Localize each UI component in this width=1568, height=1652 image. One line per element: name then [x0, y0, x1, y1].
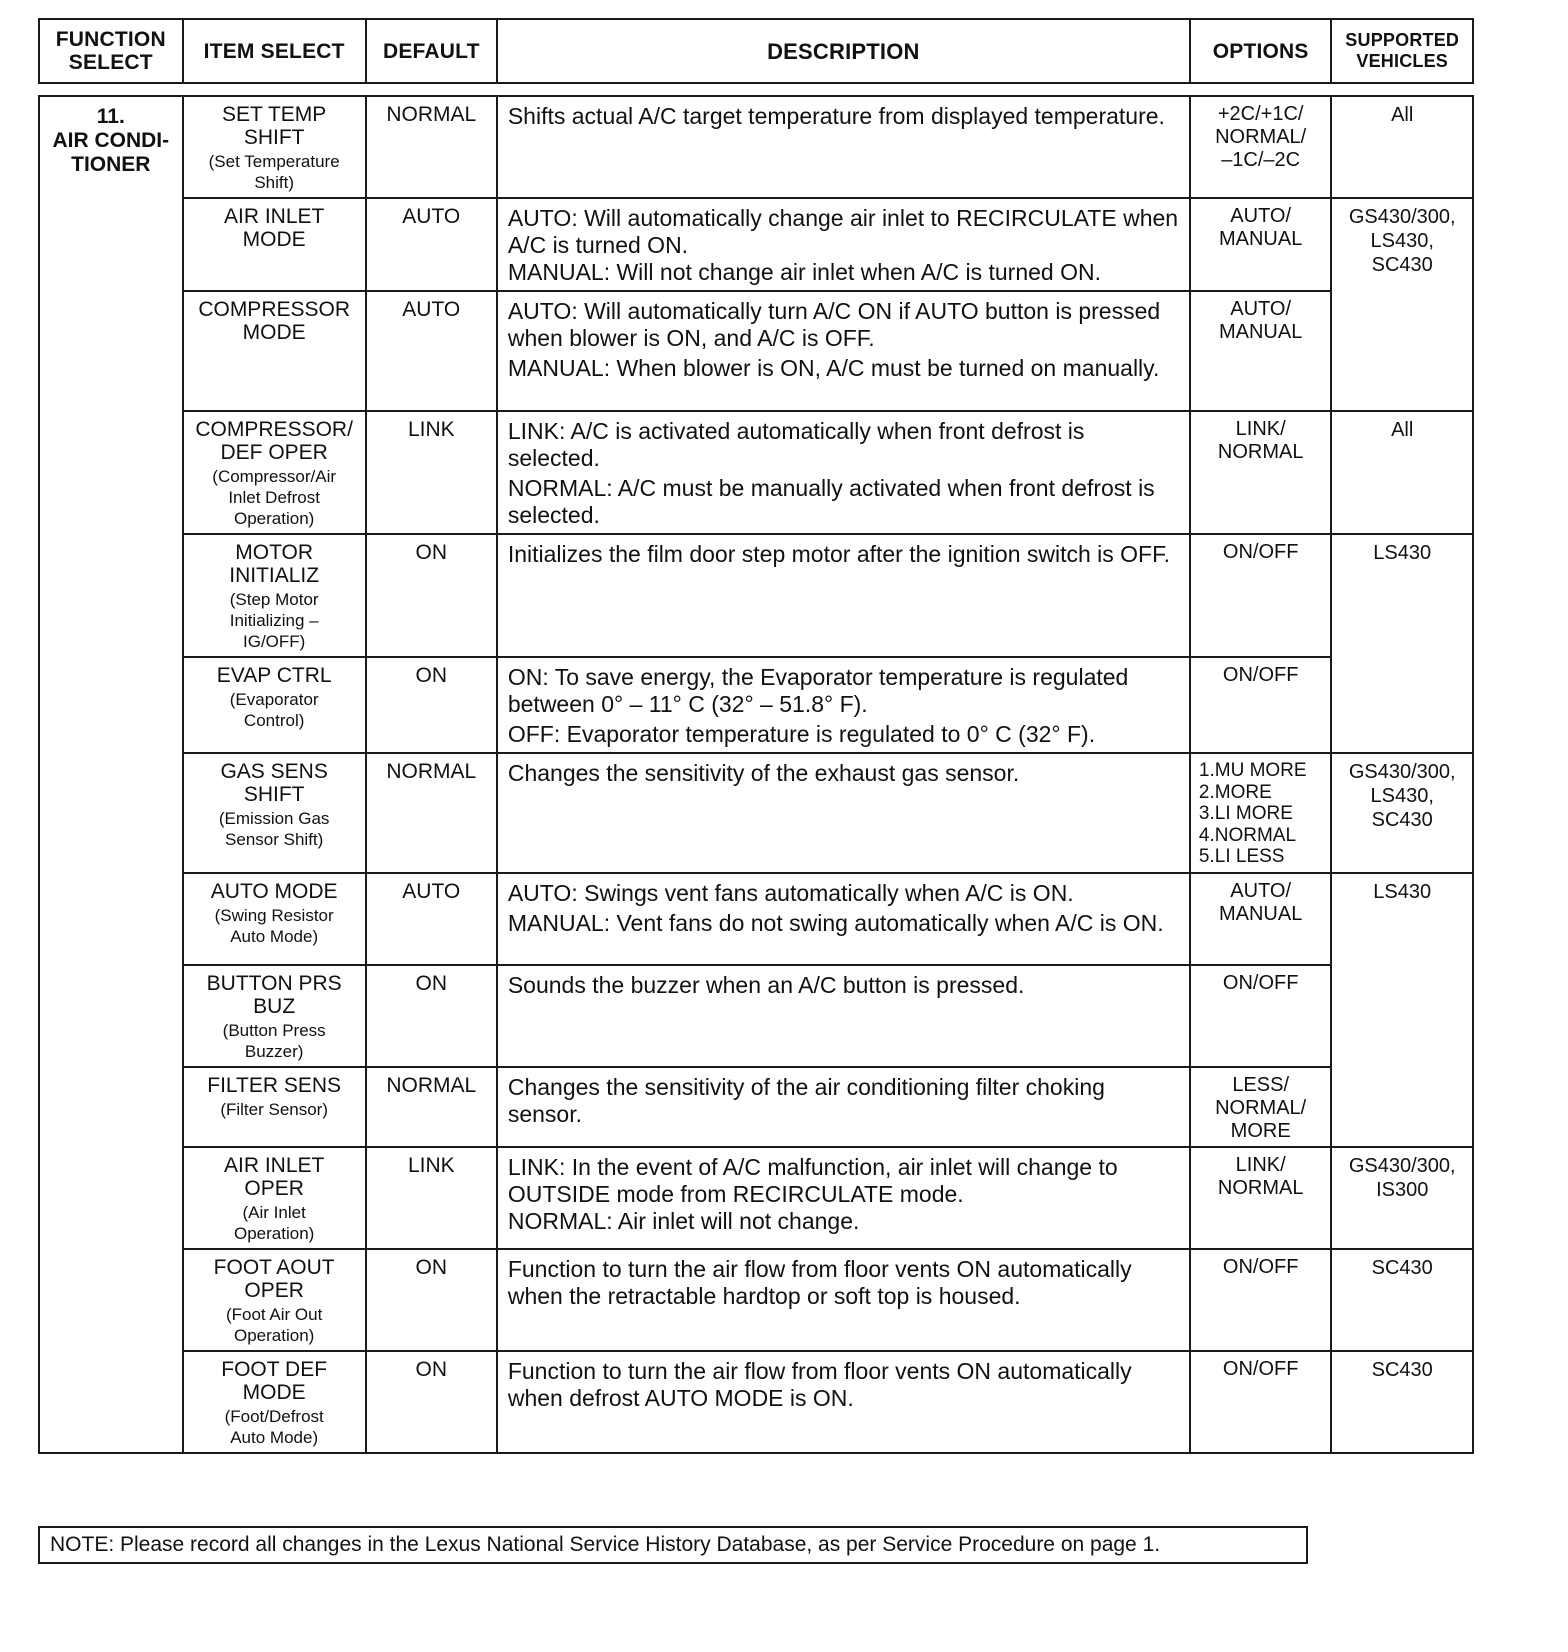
description-paragraph: AUTO: Swings vent fans automatically when A/C is ON. [507, 880, 1074, 906]
table-row [39, 291, 1473, 411]
item-select-cell [183, 1249, 366, 1351]
default-cell: ON [366, 965, 497, 1067]
description-paragraph: LINK: In the event of A/C malfunction, air inlet will change to OUTSIDE mode from RECIRCULATE mode. [507, 1154, 1118, 1207]
table-row [39, 198, 1473, 291]
option-line: MORE [1230, 1120, 1291, 1142]
item-name-line: MODE [242, 228, 306, 251]
settings-table [38, 95, 1474, 1454]
description-cell [497, 411, 1190, 534]
default-cell: ON [366, 657, 497, 753]
item-name-line: FOOT DEF [221, 1358, 328, 1381]
item-subtitle-line: (Evaporator [229, 690, 319, 709]
item-name-line: DEF OPER [220, 441, 328, 464]
item-subtitle-line: (Air Inlet [242, 1203, 306, 1222]
description-cell [497, 873, 1190, 965]
option-line: NORMAL [1217, 441, 1304, 463]
table-row [39, 1147, 1473, 1249]
option-line: LINK/ [1235, 1154, 1286, 1176]
item-select-cell [183, 657, 366, 753]
option-line: ON/OFF [1222, 664, 1299, 686]
table-row [39, 1351, 1473, 1453]
header-options: OPTIONS [1190, 19, 1332, 83]
item-subtitle [188, 1304, 361, 1346]
description-paragraph: LINK: A/C is activated automatically when front defrost is selected. [507, 418, 1085, 471]
table-row [39, 657, 1473, 753]
item-subtitle [188, 1202, 361, 1244]
supported-vehicles-cell [1331, 411, 1473, 534]
option-line: ON/OFF [1222, 972, 1299, 994]
item-subtitle-line: Operation) [234, 1326, 315, 1345]
note-box: NOTE: Please record all changes in the Lexus National Service History Database, as per Service Procedure on page 1. [38, 1526, 1308, 1564]
item-name-line: SET TEMP [222, 103, 327, 126]
table-row [39, 411, 1473, 534]
item-name-line: BUTTON PRS [206, 972, 342, 995]
function-name-line: TIONER [71, 153, 151, 176]
vehicle-line: SC430 [1371, 1359, 1433, 1381]
supported-vehicles-cell [1331, 1351, 1473, 1453]
options-cell [1190, 873, 1332, 965]
vehicle-line: GS430/300, [1348, 206, 1456, 228]
header-default: DEFAULT [366, 19, 497, 83]
description-paragraph: Initializes the film door step motor after the ignition switch is OFF. [507, 541, 1170, 567]
vehicle-line: GS430/300, [1348, 761, 1456, 783]
item-subtitle-line: (Button Press [222, 1021, 326, 1040]
item-subtitle-line: Auto Mode) [230, 1428, 319, 1447]
table-row [39, 753, 1473, 873]
item-subtitle-line: Sensor Shift) [225, 830, 324, 849]
vehicle-line: GS430/300, [1348, 1155, 1456, 1177]
item-name-line: AIR INLET [223, 1154, 325, 1177]
default-cell: NORMAL [366, 96, 497, 198]
description-cell [497, 965, 1190, 1067]
item-name-line: OPER [244, 1177, 304, 1200]
vehicle-line: LS430, [1370, 785, 1434, 807]
item-select-cell [183, 873, 366, 965]
description-paragraph: Changes the sensitivity of the exhaust gas sensor. [507, 760, 1020, 786]
description-cell [497, 96, 1190, 198]
options-cell [1190, 1147, 1332, 1249]
options-cell [1190, 965, 1332, 1067]
item-name-line: MODE [242, 1381, 306, 1404]
item-subtitle-line: (Emission Gas [218, 809, 330, 828]
item-subtitle-line: Buzzer) [244, 1042, 304, 1061]
item-subtitle-line: Shift) [254, 173, 294, 192]
item-subtitle-line: (Foot Air Out [225, 1305, 323, 1324]
default-cell: AUTO [366, 291, 497, 411]
vehicle-line: LS430, [1370, 230, 1434, 252]
supported-vehicles-cell [1331, 1147, 1473, 1249]
description-paragraph: Changes the sensitivity of the air conditioning filter choking sensor. [507, 1074, 1105, 1127]
description-paragraph: OFF: Evaporator temperature is regulated to 0° C (32° F). [507, 721, 1096, 747]
description-cell [497, 1147, 1190, 1249]
item-select-cell [183, 198, 366, 291]
option-line: LESS/ [1232, 1074, 1290, 1096]
default-cell: ON [366, 1351, 497, 1453]
options-cell [1190, 1351, 1332, 1453]
item-name-line: GAS SENS [220, 760, 328, 783]
item-select-cell [183, 291, 366, 411]
item-name-line: FOOT AOUT [213, 1256, 335, 1279]
item-select-cell [183, 96, 366, 198]
vehicle-line: All [1391, 104, 1414, 126]
item-name-line: AIR INLET [223, 205, 325, 228]
supported-vehicles-cell [1331, 753, 1473, 873]
description-paragraph: Function to turn the air flow from floor vents ON automatically when the retractable hardtop or soft top is housed. [507, 1256, 1132, 1309]
item-subtitle [188, 589, 361, 652]
option-line: ON/OFF [1222, 1358, 1299, 1380]
option-line: NORMAL [1217, 1177, 1304, 1199]
description-paragraph: MANUAL: When blower is ON, A/C must be turned on manually. [507, 355, 1160, 381]
options-cell [1190, 96, 1332, 198]
item-name-line: FILTER SENS [207, 1074, 342, 1097]
item-name-line: EVAP CTRL [216, 664, 332, 687]
item-subtitle-line: (Compressor/Air [212, 467, 337, 486]
description-cell [497, 1351, 1190, 1453]
default-cell: NORMAL [366, 1067, 497, 1147]
option-line: 3.LI MORE [1198, 803, 1293, 824]
option-line: MANUAL [1218, 228, 1303, 250]
description-paragraph: ON: To save energy, the Evaporator temperature is regulated between 0° – 11° C (32° – 51.8° F). [507, 664, 1129, 717]
description-paragraph: NORMAL: A/C must be manually activated when front defrost is selected. [507, 475, 1155, 528]
description-paragraph: Sounds the buzzer when an A/C button is pressed. [507, 972, 1025, 998]
option-line: AUTO/ [1230, 205, 1292, 227]
default-cell: ON [366, 534, 497, 657]
header-row [39, 19, 1473, 83]
item-name-line: OPER [244, 1279, 304, 1302]
options-cell [1190, 753, 1332, 873]
table-row [39, 96, 1473, 198]
vehicle-line: IS300 [1376, 1179, 1429, 1201]
item-select-cell [183, 753, 366, 873]
option-line: 2.MORE [1198, 781, 1272, 803]
description-cell [497, 534, 1190, 657]
item-name-line: SHIFT [243, 126, 305, 149]
description-cell [497, 291, 1190, 411]
header-supported-vehicles: SUPPORTED VEHICLES [1331, 19, 1473, 83]
description-paragraph: Shifts actual A/C target temperature from displayed temperature. [507, 103, 1165, 129]
table-row [39, 873, 1473, 965]
item-subtitle [188, 151, 361, 193]
item-name-line: SHIFT [243, 783, 305, 806]
supported-vehicles-cell [1331, 96, 1473, 198]
option-line: 5.LI LESS [1198, 846, 1285, 867]
options-cell [1190, 657, 1332, 753]
item-name-line: MODE [242, 321, 306, 344]
item-subtitle-line: (Set Temperature [208, 152, 340, 171]
option-line: ON/OFF [1222, 541, 1299, 563]
description-paragraph: MANUAL: Will not change air inlet when A/C is turned ON. [507, 259, 1101, 285]
item-subtitle-line: Auto Mode) [230, 927, 319, 946]
default-cell: AUTO [366, 198, 497, 291]
function-name-line: AIR CONDI- [52, 129, 170, 152]
item-name-line: BUZ [253, 995, 296, 1018]
options-cell [1190, 291, 1332, 411]
item-subtitle [188, 1020, 361, 1062]
item-subtitle-line: (Step Motor [229, 590, 319, 609]
item-subtitle [188, 1406, 361, 1448]
item-subtitle-line: IG/OFF) [243, 632, 306, 651]
item-subtitle [188, 1099, 361, 1120]
option-line: 4.NORMAL [1198, 824, 1297, 846]
description-cell [497, 1249, 1190, 1351]
options-cell [1190, 198, 1332, 291]
description-paragraph: AUTO: Will automatically change air inlet to RECIRCULATE when A/C is turned ON. [507, 205, 1179, 258]
default-cell: NORMAL [366, 753, 497, 873]
option-line: –1C/–2C [1221, 149, 1301, 171]
item-subtitle-line: Initializing – [229, 611, 319, 630]
vehicle-line: LS430 [1373, 542, 1432, 564]
option-line: AUTO/ [1230, 880, 1292, 902]
option-line: NORMAL/ [1215, 1097, 1307, 1119]
table-row [39, 1067, 1473, 1147]
description-paragraph: Function to turn the air flow from floor vents ON automatically when defrost AUTO MODE is ON. [507, 1358, 1132, 1411]
item-name-line: MOTOR [235, 541, 314, 564]
item-select-cell [183, 965, 366, 1067]
option-line: LINK/ [1235, 418, 1286, 440]
description-cell [497, 198, 1190, 291]
table-row [39, 965, 1473, 1067]
function-select-cell [39, 96, 183, 1453]
supported-vehicles-cell [1331, 534, 1473, 753]
option-line: MANUAL [1218, 903, 1303, 925]
item-subtitle-line: (Filter Sensor) [220, 1100, 328, 1119]
vehicle-line: SC430 [1371, 1257, 1433, 1279]
description-paragraph: AUTO: Will automatically turn A/C ON if AUTO button is pressed when blower is ON, and A/C is OFF. [507, 298, 1161, 351]
options-cell [1190, 1067, 1332, 1147]
table-row [39, 1249, 1473, 1351]
option-line: ON/OFF [1222, 1256, 1299, 1278]
supported-vehicles-cell [1331, 1249, 1473, 1351]
vehicle-line: All [1391, 419, 1414, 441]
description-cell [497, 657, 1190, 753]
item-select-cell [183, 1351, 366, 1453]
item-select-cell [183, 411, 366, 534]
options-cell [1190, 411, 1332, 534]
options-cell [1190, 534, 1332, 657]
item-subtitle-line: Inlet Defrost [228, 488, 320, 507]
option-line: 1.MU MORE [1198, 760, 1307, 781]
item-subtitle [188, 808, 361, 850]
header-function-select: FUNCTION SELECT [39, 19, 183, 83]
item-subtitle [188, 466, 361, 529]
item-subtitle-line: Control) [243, 711, 305, 730]
supported-vehicles-cell [1331, 198, 1473, 411]
description-cell [497, 1067, 1190, 1147]
function-number: 11. [96, 105, 125, 128]
item-subtitle [188, 689, 361, 731]
default-cell: AUTO [366, 873, 497, 965]
item-subtitle-line: Operation) [234, 1224, 315, 1243]
supported-vehicles-cell [1331, 873, 1473, 1147]
default-cell: ON [366, 1249, 497, 1351]
option-line: +2C/+1C/ [1217, 103, 1304, 125]
vehicle-line: SC430 [1371, 809, 1433, 831]
item-select-cell [183, 534, 366, 657]
item-select-cell [183, 1147, 366, 1249]
options-cell [1190, 1249, 1332, 1351]
option-line: AUTO/ [1230, 298, 1292, 320]
table-row [39, 534, 1473, 657]
item-subtitle [188, 905, 361, 947]
item-select-cell [183, 1067, 366, 1147]
default-cell: LINK [366, 1147, 497, 1249]
description-paragraph: MANUAL: Vent fans do not swing automatically when A/C is ON. [507, 910, 1164, 936]
item-name-line: COMPRESSOR/ [195, 418, 353, 441]
vehicle-line: SC430 [1371, 254, 1433, 276]
header-item-select: ITEM SELECT [183, 19, 366, 83]
description-cell [497, 753, 1190, 873]
default-cell: LINK [366, 411, 497, 534]
vehicle-line: LS430 [1373, 881, 1432, 903]
header-table [38, 18, 1474, 84]
item-subtitle-line: (Swing Resistor [214, 906, 334, 925]
option-line: MANUAL [1218, 321, 1303, 343]
item-subtitle-line: (Foot/Defrost [224, 1407, 324, 1426]
item-name-line: COMPRESSOR [198, 298, 350, 321]
option-line: NORMAL/ [1215, 126, 1307, 148]
item-name-line: INITIALIZ [229, 564, 320, 587]
description-paragraph: NORMAL: Air inlet will not change. [507, 1208, 860, 1234]
item-name-line: AUTO MODE [210, 880, 338, 903]
item-subtitle-line: Operation) [234, 509, 315, 528]
header-description: DESCRIPTION [497, 19, 1190, 83]
